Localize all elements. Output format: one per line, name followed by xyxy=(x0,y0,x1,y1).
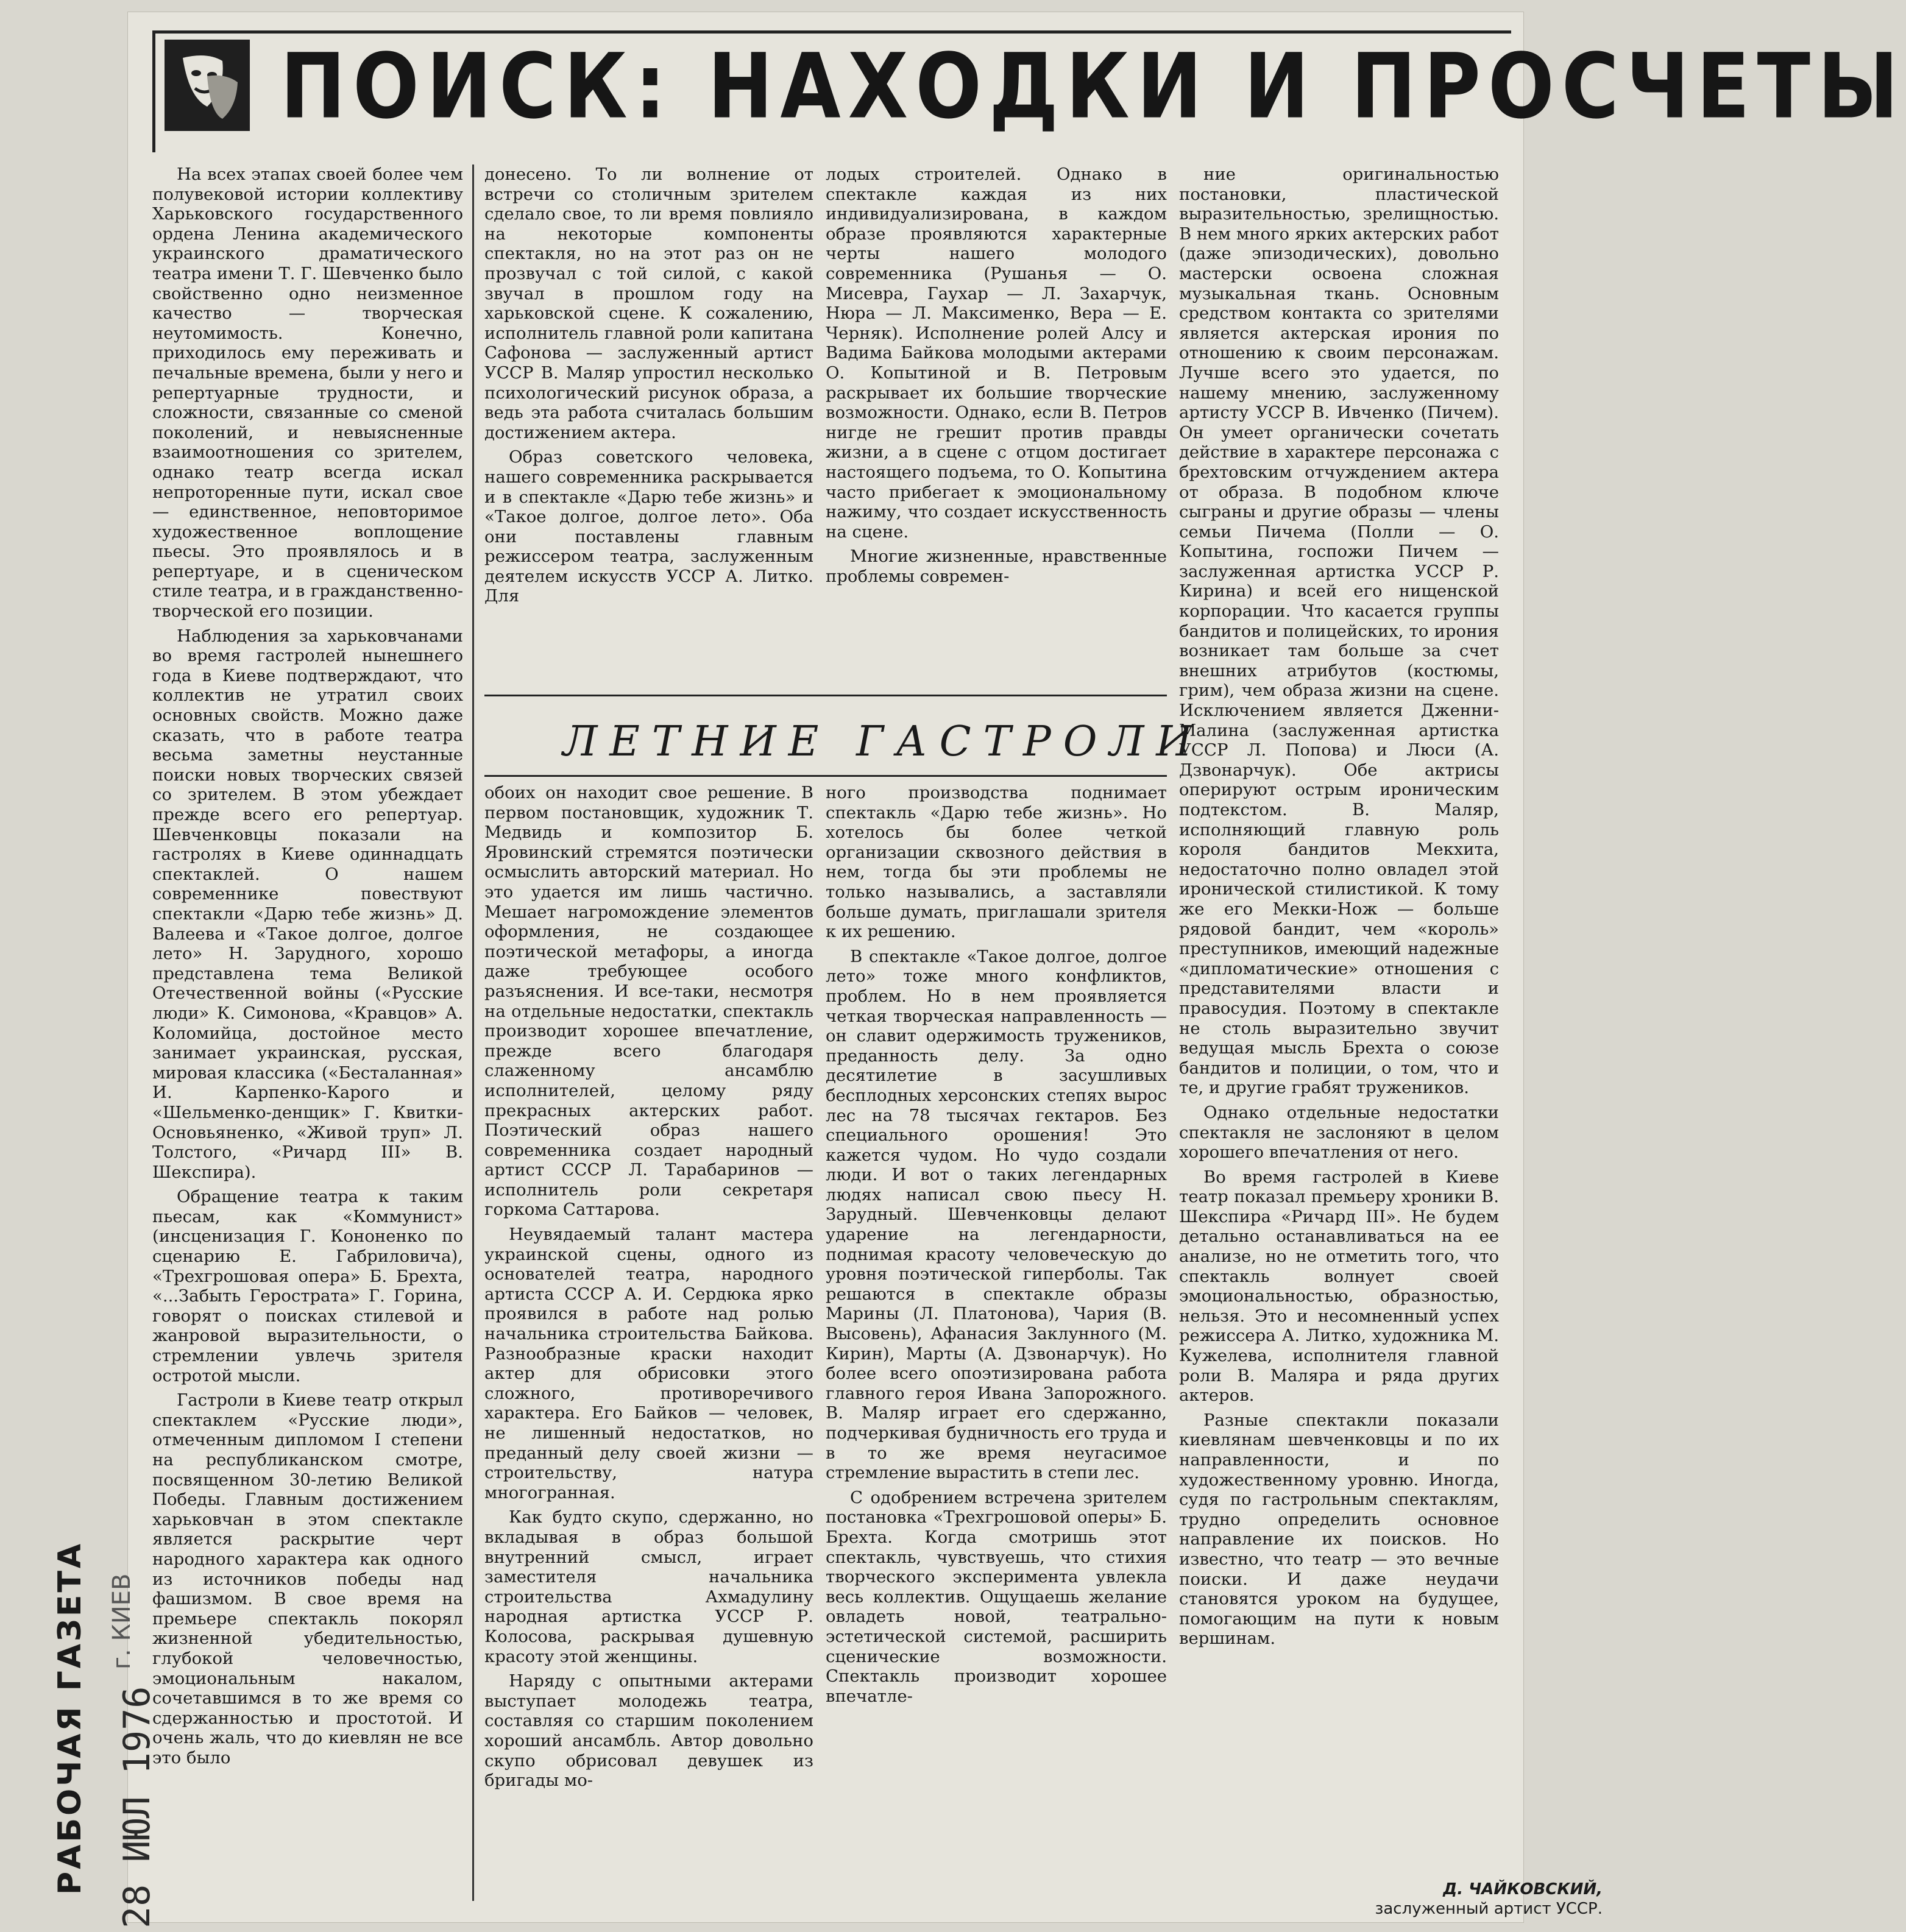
theatre-masks-icon xyxy=(165,40,250,131)
article-headline: ПОИСК: НАХОДКИ И ПРОСЧЕТЫ xyxy=(280,34,1906,140)
article-paragraph: Многие жизненные, нравственные проблемы современ- xyxy=(826,547,1167,586)
subhead-rule-bottom xyxy=(484,775,1167,777)
column-divider xyxy=(472,165,474,1901)
subhead-rule-top xyxy=(484,695,1167,696)
article-paragraph: Образ советского человека, нашего современника раскрывается и в спектакле «Дарю тебе жизнь» и «Такое долгое, долгое лето». Оба они поставлены главным режиссером театра, заслуженным деятелем искусств УССР А. Литко. Для xyxy=(484,447,813,606)
article-column-3-bottom xyxy=(826,783,1167,1901)
article-paragraph: Однако отдельные недостатки спектакля не заслоняют в целом хорошего впечатления от него. xyxy=(1179,1102,1499,1162)
article-column-4 xyxy=(1179,165,1499,1870)
newspaper-clipping xyxy=(128,12,1906,1922)
article-paragraph: На всех этапах своей более чем полувековой истории коллективу Харьковского государственного ордена Ленина академического украинского драматического театра имени Т. Г. Шевченко было свойственно одно неизменное качество — творческая неутомимость. Конечно, приходилось ему переживать и печальные времена, были у него и репертуарные трудности, и сложности, связанные со сменой поколений, и невыясненные взаимоотношения со зрителем, однако театр всегда искал непроторенные пути, искал свое — единственное, неповторимое художественное воплощение пьесы. Это проявлялось и в репертуаре, и в сценическом стиле театра, и в гражданственно-творческой его позиции. xyxy=(152,165,463,621)
article-paragraph: Во время гастролей в Киеве театр показал премьеру хроники В. Шекспира «Ричард III». Не будем детально останавливаться на ее анализе, но не отметить того, что спектакль волнует своей эмоциональностью, образностью, нельзя. Это и несомненный успех режиссера А. Литко, художника М. Кужелева, исполнителя главной роли В. Маляра и ряда других актеров. xyxy=(1179,1167,1499,1406)
stamp-newspaper-name: РАБОЧАЯ ГАЗЕТА xyxy=(52,1541,88,1895)
article-paragraph: В спектакле «Такое долгое, долгое лето» тоже много конфликтов, проблем. Но в нем проявляется четкая творческая направленность — он славит одержимость тружеников, преданность делу. За одно десятилетие в засушливых бесплодных херсонских степях вырос лес на 78 тысячах гектаров. Без специального орошения! Это кажется чудом. Но чудо создали люди. И вот о таких легендарных людях написал свою пьесу Н. Зарудный. Шевченковцы делают ударение на легендарности, поднимая красоту человеческую до уровня поэтической гиперболы. Так решаются в спектакле образы Марины (Л. Платонова), Чария (В. Высовень), Афанасия Заклунного (М. Кирин), Марты (А. Дзвонарчук). Но более всего опоэтизирована работа главного героя Ивана Запорожного. В. Маляр играет его сдержанно, подчеркивая будничность его труда и в то же время неугасимое стремление вырастить в степи лес. xyxy=(826,946,1167,1483)
article-paragraph: Неувядаемый талант мастера украинской сцены, одного из основателей театра, народного артиста СССР А. И. Сердюка ярко проявился в работе над ролью начальника строительства Байкова. Разнообразные краски находит актер для обрисовки этого сложного, противоречивого характера. Его Байков — человек, не лишенный недостатков, но преданный делу своей жизни — строительству, натура многогранная. xyxy=(484,1225,813,1502)
author-name: Д. ЧАЙКОВСКИЙ, xyxy=(1443,1880,1603,1898)
article-paragraph: Разные спектакли показали киевлянам шевченковцы и по их направленности, и по художественному уровню. Иногда, судя по гастрольным спектаклям, трудно определить основное направление их поисков. Но известно, что театр — это вечные поиски. И даже неудачи становятся уроком на будущее, помогающим на пути к новым вершинам. xyxy=(1179,1410,1499,1649)
article-paragraph: С одобрением встречена зрителем постановка «Трехгрошовой оперы» Б. Брехта. Когда смотришь этот спектакль, чувствуешь, что стихия творческого эксперимента увлекла весь коллектив. Ощущаешь желание овладеть новой, театрально-эстетической системой, расширить сценические возможности. Спектакль производит хорошее впечатле- xyxy=(826,1487,1167,1706)
article-column-2-bottom xyxy=(484,783,813,1901)
article-paragraph: Наблюдения за харьковчанами во время гастролей нынешнего года в Киеве подтверждают, что коллектив не утратил своих основных свойств. Можно даже сказать, что в работе театра весьма заметны неустанные поиски новых творческих связей со зрителем. В этом убеждает прежде всего его репертуар. Шевченковцы показали на гастролях в Киеве одиннадцать спектаклей. О нашем современнике повествуют спектакли «Дарю тебе жизнь» Д. Валеева и «Такое долгое, долгое лето» Н. Зарудного, хорошо представлена тема Великой Отечественной войны («Русские люди» К. Симонова, «Кравцов» А. Коломийца, достойное место занимает украинская, русская, мировая классика («Бесталанная» И. Карпенко-Карого и «Шельменко-денщик» Г. Квитки-Основьяненко, «Живой труп» Л. Толстого, «Ричард III» В. Шекспира). xyxy=(152,626,463,1182)
article-paragraph: Как будто скупо, сдержанно, но вкладывая в образ большой внутренний смысл, играет заместителя начальника строительства Ахмадулину народная артистка УССР Р. Колосова, раскрывая душевную красоту этой женщины. xyxy=(484,1507,813,1666)
article-paragraph: обоих он находит свое решение. В первом постановщик, художник Т. Медвидь и композитор Б. Яровинский стремятся поэтически осмыслить авторский материал. Но это удается им лишь частично. Мешает нагромождение элементов оформления, не создающее поэтической метафоры, а иногда даже требующее особого разъяснения. И все-таки, несмотря на отдельные недостатки, спектакль производит хорошее впечатление, прежде всего благодаря слаженному ансамблю исполнителей, целому ряду прекрасных актерских работ. Поэтический образ нашего современника создает народный артист СССР Л. Тарабаринов — исполнитель роли секретаря горкома Саттарова. xyxy=(484,783,813,1220)
author-signature xyxy=(1188,1880,1603,1919)
section-subheading: ЛЕТНИЕ ГАСТРОЛИ xyxy=(562,718,1205,766)
article-paragraph: ние оригинальностью постановки, пластической выразительностью, зрелищностью. В нем много ярких актерских работ (даже эпизодических), довольно мастерски освоена сложная музыкальная ткань. Основным средством контакта со зрителями является актерская ирония по отношению к своим персонажам. Лучше всего это удается, по нашему мнению, заслуженному артисту УССР В. Ивченко (Пичем). Он умеет органически сочетать действие в характере персонажа с брехтовским отчуждением актера от образа. В подобном ключе сыграны и другие образы — члены семьи Пичема (Полли — О. Копытина, госпожи Пичем — заслуженная артистка УССР Р. Кирина) и всей его нищенской корпорации. Что касается группы бандитов и полицейских, то ирония возникает там больше за счет внешних атрибутов (костюмы, грим), чем образа жизни на сцене. Исключением является Дженни-Малина (заслуженная артистка УССР Л. Попова) и Люси (А. Дзвонарчук). Обе актрисы оперируют острым ироническим подтекстом. В. Маляр, исполняющий главную роль короля бандитов Мекхита, недостаточно полно овладел этой иронической стилистикой. К тому же его Мекки-Нож — больше рядовой бандит, чем «король» преступников, имеющий надежные «дипломатические» отношения с представителями власти и правосудия. Поэтому в спектакле не столь выразительно звучит ведущая мысль Брехта о союзе бандитов и полиции, о том, что и те, и другие грабят тружеников. xyxy=(1179,165,1499,1098)
article-paragraph: ного производства поднимает спектакль «Дарю тебе жизнь». Но хотелось бы более четкой организации сквозного действия в нем, тогда бы эти проблемы не только назывались, а заставляли больше думать, приглашали зрителя к их решению. xyxy=(826,783,1167,942)
article-paragraph: Наряду с опытными актерами выступает молодежь театра, составляя со старшим поколением хороший ансамбль. Автор довольно скупо обрисовал девушек из бригады мо- xyxy=(484,1671,813,1791)
archive-stamp xyxy=(18,1249,158,1928)
article-column-1 xyxy=(152,165,463,1901)
article-column-2-top xyxy=(484,165,813,688)
stamp-city: г. КИЕВ xyxy=(108,1573,136,1669)
article-paragraph: Гастроли в Киеве театр открыл спектаклем «Русские люди», отмеченным дипломом I степени на республиканском смотре, посвященном 30-летию Великой Победы. Главным достижением харьковчан в этом спектакле является раскрытие черт народного характера как одного из источников победы над фашизмом. В свое время на премьере спектакль покорял жизненной убедительностью, глубокой человечностью, эмоциональным накалом, сочетавшимся в то же время со сдержанностью и простотой. И очень жаль, что до киевлян не все это было xyxy=(152,1390,463,1767)
article-paragraph: лодых строителей. Однако в спектакле каждая из них индивидуализирована, в каждом образе проявляются характерные черты нашего молодого современника (Рушанья — О. Мисевра, Гаухар — Л. Захарчук, Нюра — Л. Максименко, Вера — Е. Черняк). Исполнение ролей Алсу и Вадима Байкова молодыми актерами О. Копытиной и В. Петровым раскрывает их большие творческие возможности. Однако, если В. Петров нигде не грешит против правды жизни, а в сцене с отцом достигает настоящего подъема, то О. Копытина часто прибегает к эмоциональному нажиму, что создает искусственность на сцене. xyxy=(826,165,1167,542)
article-column-3-top xyxy=(826,165,1167,688)
author-title: заслуженный артист УССР. xyxy=(1375,1900,1603,1918)
article-paragraph: Обращение театра к таким пьесам, как «Коммунист» (инсценизация Г. Кононенко по сценарию Е. Габриловича), «Трехгрошовая опера» Б. Брехта, «...Забыть Герострата» Г. Горина, говорят о поисках стилевой и жанровой выразительности, о стремлении увлечь зрителя остротой мысли. xyxy=(152,1187,463,1385)
article-paragraph: донесено. То ли волнение от встречи со столичным зрителем сделало свое, то ли время повлияло на некоторые компоненты спектакля, но на этот раз он не прозвучал с той силой, с какой звучал в прошлом году на харьковской сцене. К сожалению, исполнитель главной роли капитана Сафонова — заслуженный артист УССР В. Маляр упростил несколько психологический рисунок образа, а ведь эта работа считалась большим достижением актера. xyxy=(484,165,813,442)
stamp-date: 28 ИЮЛ 1976 xyxy=(116,1686,158,1928)
